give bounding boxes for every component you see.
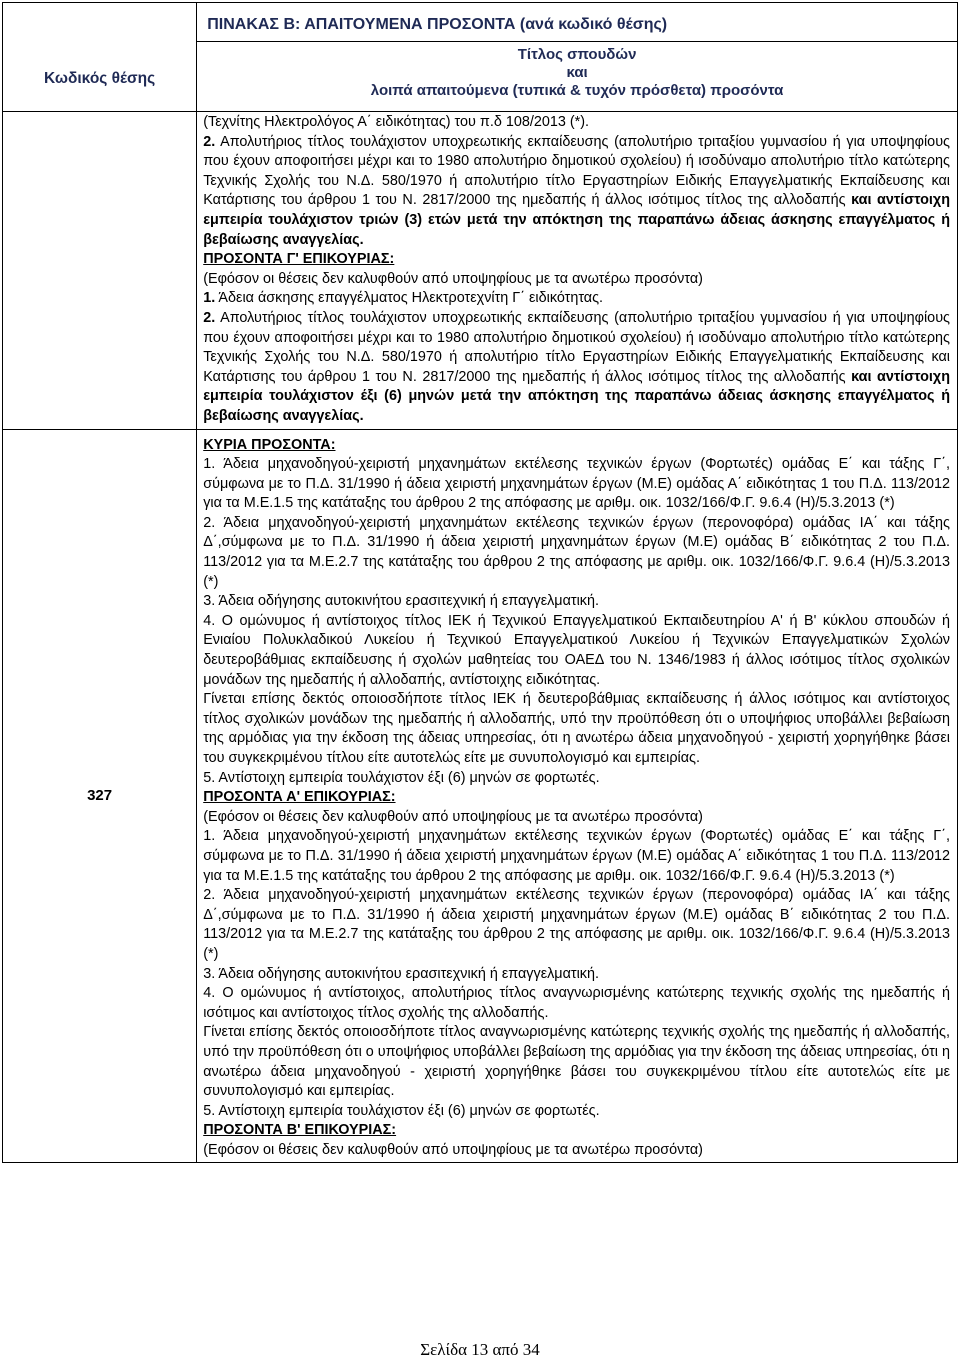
table-title: ΠΙΝΑΚΑΣ Β: ΑΠΑΙΤΟΥΜΕΝΑ ΠΡΟΣΟΝΤΑ (ανά κωδικό θέσης) — [197, 3, 958, 42]
item-bold-text: και αντίστοιχη εμπειρία τουλάχιστον έξι (6) μηνών μετά την απόκτηση της παραπάνω άδειας άσκησης επαγγέλματος ή βεβαίωσης αναγγελίας. — [203, 368, 950, 424]
table-row — [3, 112, 958, 430]
code-column-label: Κωδικός θέσης — [44, 70, 156, 87]
list-item: 1. Άδεια μηχανοδηγού-χειριστή μηχανημάτων εκτέλεσης τεχνικών έργων (Φορτωτές) ομάδας Ε΄ και τάξης Γ΄, σύμφωνα με το Π.Δ. 31/1990 ή άδεια χειριστή μηχανημάτων έργων (Μ.Ε) ομάδας Α΄ ειδικότητας 1 του Π.Δ. 113/2012 για τα Μ.Ε.1.5 της κατάταξης του άρθρου 2 της απόφασης με αριθμ. οικ. 1032/166/Φ.Γ. 9.6.4 (Η)/5.3.2013 (*) — [203, 828, 950, 884]
item-bold-text: και αντίστοιχη εμπειρία τουλάχιστον τριών (3) ετών μετά την απόκτηση της παραπάνω άδειας άσκησης επαγγέλματος ή βεβαίωσης αναγγελίας. — [203, 192, 950, 248]
code-cell-empty — [3, 112, 197, 430]
list-item: 4. Ο ομώνυμος ή αντίστοιχος τίτλος ΙΕΚ ή Τεχνικού Επαγγελματικού Εκπαιδευτηρίου Α' ή Β' κύκλου σπουδών ή Ενιαίου Πολυκλαδικού Λυκείου ή Τεχνικού Επαγγελματικού Λυκείου ή Τεχνικών Επαγγελματικών Σχολών δευτεροβάθμιας εκπαίδευσης ή σχολών μαθητείας του ΟΑΕΔ του Ν. 1346/1983 ή άλλος ισότιμος τίτλος σχολικών μονάδων της ημεδαπής ή αλλοδαπής, αντίστοιχης ειδικότητας. — [203, 612, 950, 688]
list-item: 3. Άδεια οδήγησης αυτοκινήτου ερασιτεχνική ή επαγγελματική. — [203, 965, 600, 982]
item-number: 1. — [203, 290, 216, 307]
list-item: 5. Αντίστοιχη εμπειρία τουλάχιστον έξι (6) μηνών σε φορτωτές. — [203, 1102, 600, 1119]
item-2-paragraph — [203, 133, 950, 251]
section-note: (Εφόσον οι θέσεις δεν καλυφθούν από υποψηφίους με τα ανωτέρω προσόντα) — [203, 270, 703, 287]
list-item: 1. Άδεια μηχανοδηγού-χειριστή μηχανημάτων εκτέλεσης τεχνικών έργων (Φορτωτές) ομάδας Ε΄ και τάξης Γ΄, σύμφωνα με το Π.Δ. 31/1990 ή άδεια χειριστή μηχανημάτων έργων (Μ.Ε) ομάδας Α΄ ειδικότητας 1 του Π.Δ. 113/2012 για τα Μ.Ε.1.5 της κατάταξης του άρθρου 2 της απόφασης με αριθμ. οικ. 1032/166/Φ.Γ. 9.6.4 (Η)/5.3.2013 (*) — [203, 456, 950, 512]
list-item: 5. Αντίστοιχη εμπειρία τουλάχιστον έξι (6) μηνών σε φορτωτές. — [203, 769, 600, 786]
section-heading-c: ΠΡΟΣΟΝΤΑ Γ' ΕΠΙΚΟΥΡΙΑΣ: — [203, 251, 395, 268]
section-heading-a: ΠΡΟΣΟΝΤΑ Α' ΕΠΙΚΟΥΡΙΑΣ: — [203, 789, 396, 806]
acceptance-paragraph: Γίνεται επίσης δεκτός οποιοσδήποτε τίτλος αναγνωρισμένης κατώτερης τεχνικής σχολής της ημεδαπής ή αλλοδαπής, υπό την προϋπόθεση ότι ο υποψήφιος υποβάλλει βεβαίωση της αρμόδιας για την έκδοση της άδειας υπηρεσίας, ότι η ανωτέρω άδεια μηχανοδηγού - χειριστή χορηγήθηκε βάσει του συγκεκριμένου τίτλου είτε αυτοτελώς είτε με συνυπολογισμό και εμπειρίας. — [203, 1024, 950, 1100]
acceptance-paragraph: Γίνεται επίσης δεκτός οποιοσδήποτε τίτλος ΙΕΚ ή δευτεροβάθμιας εκπαίδευσης ή άλλος ισότιμος και αντίστοιχος τίτλος σχολικών μονάδων της ημεδαπής ή αλλοδαπής, υπό την προϋπόθεση ότι ο υποψήφιος υποβάλλει βεβαίωση της αρμόδιας για την έκδοση της άδειας υπηρεσίας, ότι η ανωτέρω άδεια μηχανοδηγού - χειριστή χορηγήθηκε βάσει του συγκεκριμένου τίτλου είτε αυτοτελώς είτε με συνυπολογισμό και εμπειρίας. — [203, 691, 950, 766]
table-row — [3, 429, 958, 1163]
qualifications-column-header — [197, 42, 958, 112]
qualifications-cell-continued — [197, 112, 958, 430]
section-note: (Εφόσον οι θέσεις δεν καλυφθούν από υποψηφίους με τα ανωτέρω προσόντα) — [203, 1141, 703, 1158]
subheader-line-1: Τίτλος σπουδών — [517, 46, 637, 63]
page-number: Σελίδα 13 από 34 — [420, 1340, 540, 1359]
subheader-line-2: και — [566, 64, 588, 81]
code-column-header — [3, 3, 197, 112]
list-item: 3. Άδεια οδήγησης αυτοκινήτου ερασιτεχνική ή επαγγελματική. — [203, 593, 600, 610]
requirements-table — [2, 2, 958, 1163]
position-code: 327 — [3, 429, 197, 1163]
section-heading-b: ΠΡΟΣΟΝΤΑ Β' ΕΠΙΚΟΥΡΙΑΣ: — [203, 1122, 397, 1139]
intro-line: (Τεχνίτης Ηλεκτρολόγος Α΄ ειδικότητας) του π.δ 108/2013 (*). — [203, 114, 590, 130]
qualifications-cell — [197, 429, 958, 1163]
section-heading-main: ΚΥΡΙΑ ΠΡΟΣΟΝΤΑ: — [203, 436, 336, 453]
list-item: 2. Άδεια μηχανοδηγού-χειριστή μηχανημάτων εκτέλεσης τεχνικών έργων (περονοφόρα) ομάδας ΙΑ΄ και τάξης Δ΄,σύμφωνα με το Π.Δ. 31/1990 ή άδεια χειριστή μηχανημάτων έργων (Μ.Ε) ομάδας Β΄ ειδικότητας 2 του Π.Δ. 113/2012 για τα Μ.Ε.2.7 της κατάταξης του άρθρου 2 της απόφασης με αριθμ. οικ. 1032/166/Φ.Γ. 9.6.4 (Η)/5.3.2013 (*) — [203, 887, 950, 962]
subheader-line-3: λοιπά απαιτούμενα (τυπικά & τυχόν πρόσθετα) προσόντα — [370, 82, 784, 99]
item-1-paragraph — [203, 289, 950, 309]
item-text: Άδεια άσκησης επαγγέλματος Ηλεκτροτεχνίτη Γ΄ ειδικότητας. — [215, 290, 604, 307]
list-item: 4. Ο ομώνυμος ή αντίστοιχος, απολυτήριος τίτλος αναγνωρισμένης κατώτερης τεχνικής σχολής της ημεδαπής ή ισότιμος και αντίστοιχος τίτλος σχολής της αλλοδαπής. — [203, 985, 950, 1021]
item-text: Απολυτήριος τίτλος τουλάχιστον υποχρεωτικής εκπαίδευσης (απολυτήριο τριταξίου γυμνασίου ή για υποψηφίους που έχουν αποφοιτήσει μέχρι και το 1980 απολυτήριο δημοτικού σχολείου) ή ισοδύναμο απολυτήριο τίτλο κατώτερης Τεχνικής Σχολής του Ν.Δ. 580/1970 ή απολυτήριο τίτλο Εργαστηρίων Ειδικής Επαγγελματικής Εκπαίδευσης και Κατάρτισης του άρθρου 1 του Ν. 2817/2000 της ημεδαπής ή άλλος ισότιμος τίτλος της αλλοδαπής — [203, 309, 950, 385]
table-header-row — [3, 3, 958, 42]
list-item: 2. Άδεια μηχανοδηγού-χειριστή μηχανημάτων εκτέλεσης τεχνικών έργων (περονοφόρα) ομάδας ΙΑ΄ και τάξης Δ΄,σύμφωνα με το Π.Δ. 31/1990 ή άδεια χειριστή μηχανημάτων έργων (Μ.Ε) ομάδας Β΄ ειδικότητας 2 του Π.Δ. 113/2012 για τα Μ.Ε.2.7 της κατάταξης του άρθρου 2 της απόφασης με αριθμ. οικ. 1032/166/Φ.Γ. 9.6.4 (Η)/5.3.2013 (*) — [203, 514, 950, 590]
item-text: Απολυτήριος τίτλος τουλάχιστον υποχρεωτικής εκπαίδευσης (απολυτήριο τριταξίου γυμνασίου ή για υποψηφίους που έχουν αποφοιτήσει μέχρι και το 1980 απολυτήριο δημοτικού σχολείου) ή ισοδύναμο απολυτήριο τίτλο κατώτερης Τεχνικής Σχολής του Ν.Δ. 580/1970 ή απολυτήριο τίτλο Εργαστηρίων Ειδικής Επαγγελματικής Εκπαίδευσης και Κατάρτισης του άρθρου 1 του Ν. 2817/2000 της ημεδαπής ή άλλος ισότιμος τίτλος της αλλοδαπής — [203, 133, 950, 209]
item-number: 2. — [203, 309, 216, 326]
section-note: (Εφόσον οι θέσεις δεν καλυφθούν από υποψηφίους με τα ανωτέρω προσόντα) — [203, 808, 703, 825]
item-number: 2. — [203, 133, 216, 150]
item-2-paragraph — [203, 309, 950, 427]
